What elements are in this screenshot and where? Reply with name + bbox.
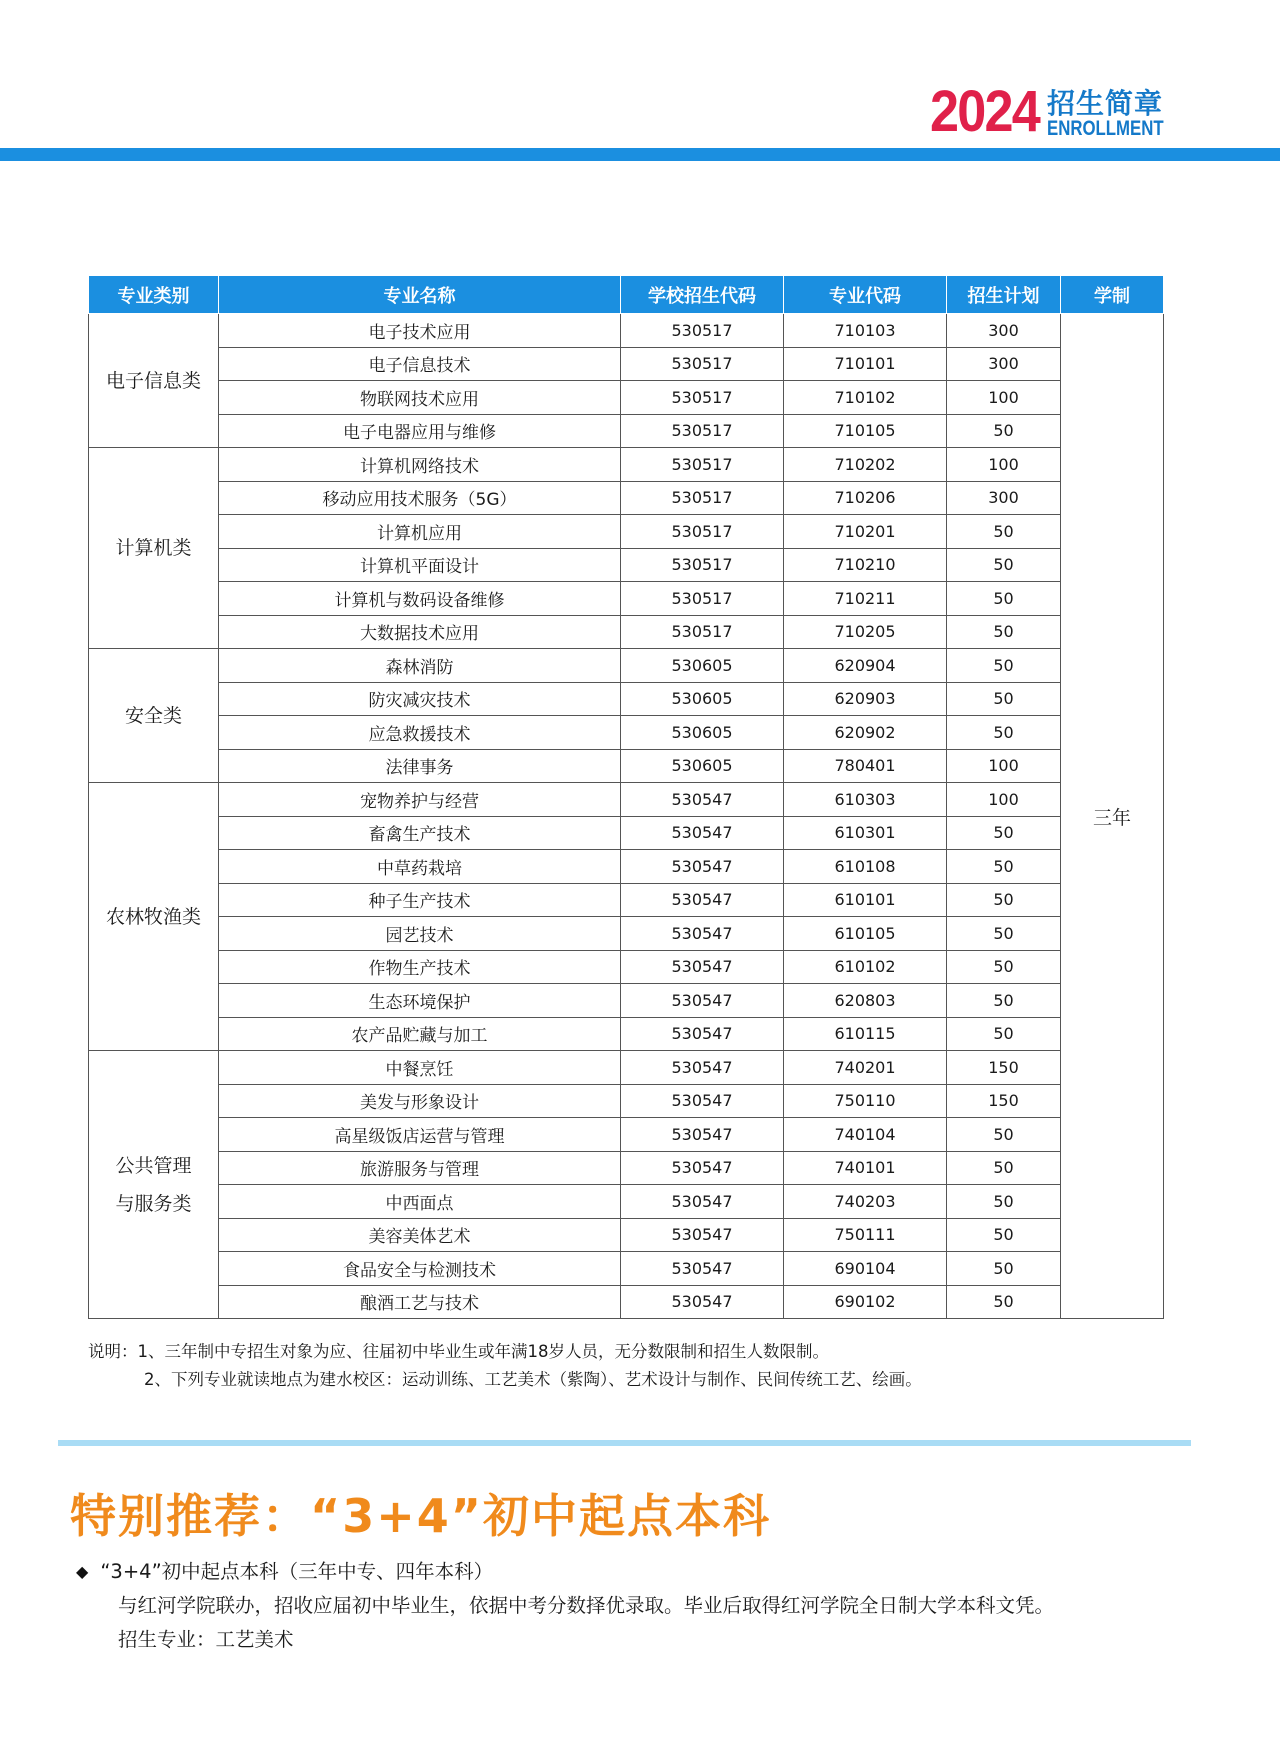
program-section: [76, 1555, 1054, 1657]
plan-cell: 50: [947, 883, 1061, 917]
table-row: [89, 984, 1164, 1018]
school-code-cell: 530547: [621, 1151, 784, 1185]
major-name-cell: 食品安全与检测技术: [219, 1252, 621, 1286]
table-row: [89, 481, 1164, 515]
major-name-cell: 计算机与数码设备维修: [219, 582, 621, 616]
plan-cell: 50: [947, 548, 1061, 582]
major-code-cell: 610115: [784, 1017, 947, 1051]
table-row: [89, 850, 1164, 884]
major-name-cell: 电子电器应用与维修: [219, 414, 621, 448]
plan-cell: 50: [947, 1252, 1061, 1286]
major-name-cell: 生态环境保护: [219, 984, 621, 1018]
table-row: [89, 1084, 1164, 1118]
school-code-cell: 530517: [621, 481, 784, 515]
school-code-cell: 530547: [621, 816, 784, 850]
major-name-cell: 森林消防: [219, 649, 621, 683]
table-row: [89, 649, 1164, 683]
brand-title-cn: 招生简章: [1047, 87, 1164, 120]
plan-cell: 50: [947, 1218, 1061, 1252]
school-code-cell: 530547: [621, 1252, 784, 1286]
school-code-cell: 530547: [621, 883, 784, 917]
plan-cell: 300: [947, 481, 1061, 515]
plan-cell: 50: [947, 1185, 1061, 1219]
category-cell: 计算机类: [89, 448, 219, 649]
table-row: [89, 615, 1164, 649]
brand-title-en: ENROLLMENT: [1047, 117, 1164, 140]
program-bullet: [76, 1555, 1054, 1589]
major-code-cell: 740203: [784, 1185, 947, 1219]
plan-cell: 50: [947, 1151, 1061, 1185]
notes: [88, 1338, 922, 1394]
major-code-cell: 620904: [784, 649, 947, 683]
major-name-cell: 防灾减灾技术: [219, 682, 621, 716]
school-code-cell: 530547: [621, 1051, 784, 1085]
major-code-cell: 710103: [784, 314, 947, 348]
major-code-cell: 750111: [784, 1218, 947, 1252]
table-row: [89, 414, 1164, 448]
special-title: 特别推荐：“3+4”初中起点本科: [70, 1489, 772, 1543]
school-code-cell: 530547: [621, 950, 784, 984]
major-code-cell: 740201: [784, 1051, 947, 1085]
major-code-cell: 610303: [784, 783, 947, 817]
school-code-cell: 530547: [621, 984, 784, 1018]
major-code-cell: 740101: [784, 1151, 947, 1185]
plan-cell: 50: [947, 682, 1061, 716]
plan-cell: 50: [947, 1017, 1061, 1051]
school-code-cell: 530547: [621, 1218, 784, 1252]
table-row: [89, 548, 1164, 582]
major-code-cell: 620903: [784, 682, 947, 716]
table-row: [89, 1218, 1164, 1252]
major-code-cell: 610301: [784, 816, 947, 850]
table-body: [89, 314, 1164, 1319]
major-name-cell: 高星级饭店运营与管理: [219, 1118, 621, 1152]
brand-text: [1047, 89, 1193, 138]
plan-cell: 50: [947, 1118, 1061, 1152]
table-row: [89, 749, 1164, 783]
plan-cell: 300: [947, 347, 1061, 381]
program-description: 与红河学院联办，招收应届初中毕业生，依据中考分数择优录取。毕业后取得红河学院全日制大学本科文凭。: [118, 1594, 1055, 1617]
major-code-cell: 610108: [784, 850, 947, 884]
table-row: [89, 816, 1164, 850]
major-name-cell: 旅游服务与管理: [219, 1151, 621, 1185]
school-code-cell: 530517: [621, 448, 784, 482]
major-code-cell: 620803: [784, 984, 947, 1018]
school-code-cell: 530547: [621, 850, 784, 884]
duration-cell: 三年: [1061, 314, 1164, 1319]
header-duration: 学制: [1061, 276, 1164, 314]
major-name-cell: 电子技术应用: [219, 314, 621, 348]
major-code-cell: 750110: [784, 1084, 947, 1118]
diamond-bullet-icon: ◆: [76, 1562, 89, 1581]
plan-cell: 50: [947, 950, 1061, 984]
major-code-cell: 710201: [784, 515, 947, 549]
major-name-cell: 物联网技术应用: [219, 381, 621, 415]
program-majors: 招生专业：工艺美术: [118, 1628, 294, 1651]
table-row: [89, 448, 1164, 482]
major-code-cell: 610102: [784, 950, 947, 984]
major-code-cell: 710210: [784, 548, 947, 582]
plan-cell: 100: [947, 448, 1061, 482]
plan-cell: 150: [947, 1084, 1061, 1118]
school-code-cell: 530547: [621, 1118, 784, 1152]
major-name-cell: 种子生产技术: [219, 883, 621, 917]
plan-cell: 50: [947, 615, 1061, 649]
table-row: [89, 1252, 1164, 1286]
school-code-cell: 530605: [621, 682, 784, 716]
category-cell: 公共管理 与服务类: [89, 1051, 219, 1319]
header-divider: [0, 148, 1280, 161]
header-major: 专业名称: [219, 276, 621, 314]
plan-cell: 50: [947, 816, 1061, 850]
major-name-cell: 中餐烹饪: [219, 1051, 621, 1085]
major-name-cell: 农产品贮藏与加工: [219, 1017, 621, 1051]
plan-cell: 50: [947, 414, 1061, 448]
plan-cell: 50: [947, 1285, 1061, 1319]
table-row: [89, 1185, 1164, 1219]
major-name-cell: 园艺技术: [219, 917, 621, 951]
major-code-cell: 610105: [784, 917, 947, 951]
school-code-cell: 530517: [621, 582, 784, 616]
major-code-cell: 690104: [784, 1252, 947, 1286]
school-code-cell: 530547: [621, 917, 784, 951]
category-cell: 电子信息类: [89, 314, 219, 448]
program-name: “3+4”初中起点本科（三年中专、四年本科）: [100, 1560, 494, 1583]
major-name-cell: 酿酒工艺与技术: [219, 1285, 621, 1319]
major-code-cell: 710205: [784, 615, 947, 649]
major-name-cell: 美发与形象设计: [219, 1084, 621, 1118]
major-name-cell: 法律事务: [219, 749, 621, 783]
school-code-cell: 530547: [621, 1084, 784, 1118]
table-row: [89, 950, 1164, 984]
school-code-cell: 530547: [621, 1185, 784, 1219]
plan-cell: 50: [947, 582, 1061, 616]
major-name-cell: 计算机平面设计: [219, 548, 621, 582]
major-name-cell: 电子信息技术: [219, 347, 621, 381]
major-name-cell: 大数据技术应用: [219, 615, 621, 649]
plan-cell: 50: [947, 649, 1061, 683]
category-cell: 农林牧渔类: [89, 783, 219, 1051]
major-name-cell: 应急救援技术: [219, 716, 621, 750]
header-school-code: 学校招生代码: [621, 276, 784, 314]
plan-cell: 300: [947, 314, 1061, 348]
plan-cell: 100: [947, 381, 1061, 415]
school-code-cell: 530605: [621, 749, 784, 783]
table-row: [89, 883, 1164, 917]
major-name-cell: 中西面点: [219, 1185, 621, 1219]
major-code-cell: 710206: [784, 481, 947, 515]
major-code-cell: 710102: [784, 381, 947, 415]
school-code-cell: 530605: [621, 716, 784, 750]
table-row: [89, 1118, 1164, 1152]
category-cell: 安全类: [89, 649, 219, 783]
major-name-cell: 中草药栽培: [219, 850, 621, 884]
major-code-cell: 620902: [784, 716, 947, 750]
plan-cell: 100: [947, 749, 1061, 783]
major-name-cell: 宠物养护与经营: [219, 783, 621, 817]
brand-year: 2024: [930, 79, 1039, 144]
school-code-cell: 530517: [621, 615, 784, 649]
table-row: [89, 716, 1164, 750]
school-code-cell: 530517: [621, 381, 784, 415]
school-code-cell: 530547: [621, 783, 784, 817]
header-category: 专业类别: [89, 276, 219, 314]
table-row: [89, 347, 1164, 381]
plan-cell: 50: [947, 515, 1061, 549]
major-name-cell: 畜禽生产技术: [219, 816, 621, 850]
table-row: [89, 1285, 1164, 1319]
major-name-cell: 作物生产技术: [219, 950, 621, 984]
school-code-cell: 530547: [621, 1017, 784, 1051]
major-code-cell: 690102: [784, 1285, 947, 1319]
school-code-cell: 530517: [621, 515, 784, 549]
note-line-2: 2、下列专业就读地点为建水校区：运动训练、工艺美术（紫陶）、艺术设计与制作、民间传统工艺、绘画。: [144, 1370, 922, 1389]
school-code-cell: 530517: [621, 314, 784, 348]
table-header-row: [89, 276, 1164, 314]
table-row: [89, 381, 1164, 415]
brand-logo: [930, 79, 1193, 144]
plan-cell: 50: [947, 917, 1061, 951]
table-row: [89, 783, 1164, 817]
plan-cell: 50: [947, 984, 1061, 1018]
major-code-cell: 610101: [784, 883, 947, 917]
major-name-cell: 计算机网络技术: [219, 448, 621, 482]
major-name-cell: 移动应用技术服务（5G）: [219, 481, 621, 515]
table-row: [89, 682, 1164, 716]
header-plan: 招生计划: [947, 276, 1061, 314]
plan-cell: 50: [947, 716, 1061, 750]
header-major-code: 专业代码: [784, 276, 947, 314]
school-code-cell: 530605: [621, 649, 784, 683]
table-row: [89, 1051, 1164, 1085]
school-code-cell: 530547: [621, 1285, 784, 1319]
major-name-cell: 美容美体艺术: [219, 1218, 621, 1252]
table-row: [89, 582, 1164, 616]
plan-cell: 100: [947, 783, 1061, 817]
major-code-cell: 710105: [784, 414, 947, 448]
plan-cell: 50: [947, 850, 1061, 884]
major-code-cell: 740104: [784, 1118, 947, 1152]
table-row: [89, 515, 1164, 549]
plan-cell: 150: [947, 1051, 1061, 1085]
school-code-cell: 530517: [621, 548, 784, 582]
major-name-cell: 计算机应用: [219, 515, 621, 549]
section-divider: [58, 1440, 1191, 1446]
table-row: [89, 314, 1164, 348]
school-code-cell: 530517: [621, 414, 784, 448]
note-line-1: 说明：1、三年制中专招生对象为应、往届初中毕业生或年满18岁人员，无分数限制和招生人数限制。: [88, 1342, 829, 1361]
major-code-cell: 710202: [784, 448, 947, 482]
enrollment-table: [88, 275, 1164, 1319]
major-code-cell: 710101: [784, 347, 947, 381]
school-code-cell: 530517: [621, 347, 784, 381]
table-row: [89, 1151, 1164, 1185]
table-row: [89, 1017, 1164, 1051]
major-code-cell: 780401: [784, 749, 947, 783]
table-row: [89, 917, 1164, 951]
major-code-cell: 710211: [784, 582, 947, 616]
